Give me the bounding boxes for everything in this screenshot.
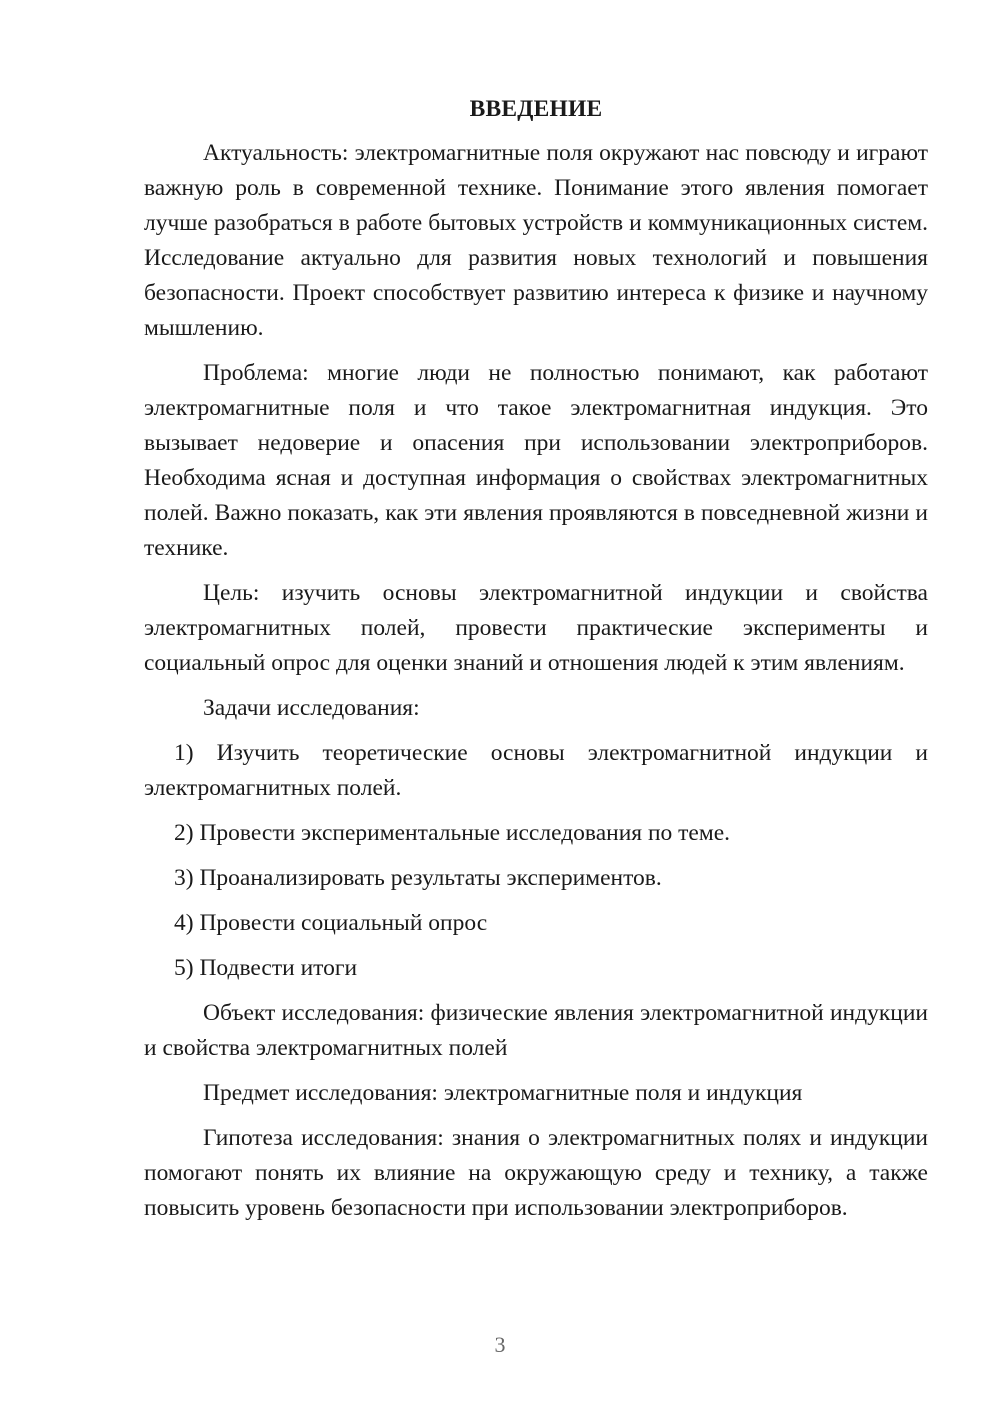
goal-paragraph: Цель: изучить основы электромагнитной индукции и свойства электромагнитных полей, провести практические эксперименты и социальный опрос для оценки знаний и отношения людей к этим явлениям. [144, 580, 928, 676]
page-number: 3 [494, 1332, 506, 1357]
task-item: 3) Проанализировать результаты экспериментов. [174, 865, 662, 891]
object-paragraph: Объект исследования: физические явления электромагнитной индукции и свойства электромагнитных полей [144, 1000, 928, 1061]
task-item: 5) Подвести итоги [174, 955, 358, 981]
tasks-heading: Задачи исследования: [203, 695, 420, 721]
problem-paragraph: Проблема: многие люди не полностью понимают, как работают электромагнитные поля и что такое электромагнитная индукция. Это вызывает недоверие и опасения при использовании электроприборов. Необходима ясная и доступная информация о свойствах электромагнитных полей. Важно показать, как эти явления проявляются в повседневной жизни и технике. [144, 360, 928, 561]
subject-paragraph: Предмет исследования: электромагнитные поля и индукция [203, 1080, 803, 1106]
hypothesis-paragraph: Гипотеза исследования: знания о электромагнитных полях и индукции помогают понять их влияние на окружающую среду и технику, а также повысить уровень безопасности при использовании электроприборов. [144, 1125, 928, 1221]
relevance-paragraph: Актуальность: электромагнитные поля окружают нас повсюду и играют важную роль в современной технике. Понимание этого явления помогает лучше разобраться в работе бытовых устройств и коммуникационных систем. Исследование актуально для развития новых технологий и повышения безопасности. Проект способствует развитию интереса к физике и научному мышлению. [144, 140, 928, 341]
task-item: 2) Провести экспериментальные исследования по теме. [174, 820, 731, 846]
section-title: ВВЕДЕНИЕ [469, 96, 603, 122]
task-item: 1) Изучить теоретические основы электромагнитной индукции и электромагнитных полей. [144, 740, 928, 801]
page-content [144, 92, 928, 1236]
task-item: 4) Провести социальный опрос [174, 910, 488, 936]
